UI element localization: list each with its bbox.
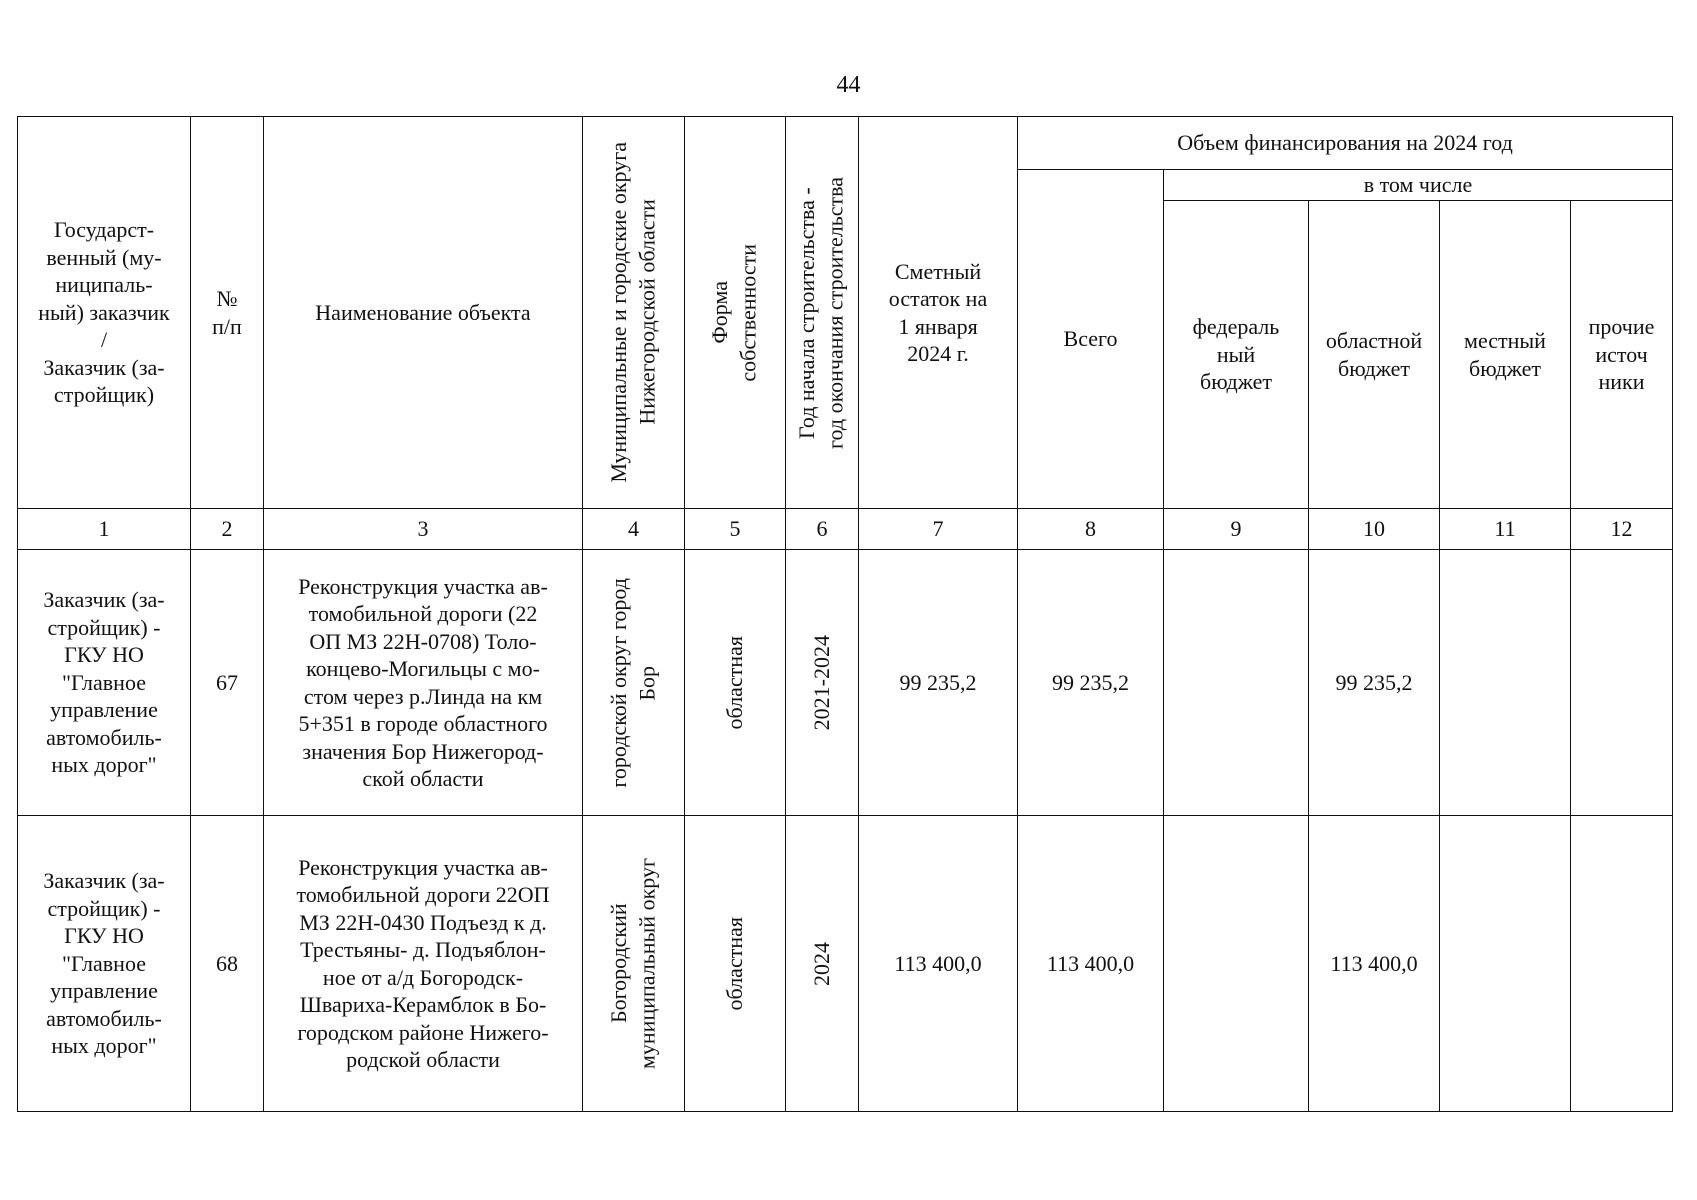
column-number: 1 (18, 509, 191, 550)
row-total: 113 400,0 (1018, 816, 1164, 1112)
row-years: 2021-2024 (786, 550, 859, 816)
header-other: прочие источ ники (1571, 201, 1673, 509)
row-estimate: 99 235,2 (859, 550, 1018, 816)
row-estimate: 113 400,0 (859, 816, 1018, 1112)
column-number: 10 (1309, 509, 1440, 550)
column-number: 3 (264, 509, 583, 550)
column-number: 2 (191, 509, 264, 550)
header-number: № п/п (191, 117, 264, 509)
column-number: 9 (1164, 509, 1309, 550)
page-number: 44 (836, 72, 861, 98)
header-estimate: Сметный остаток на 1 января 2024 г. (859, 117, 1018, 509)
column-number: 8 (1018, 509, 1164, 550)
column-number: 11 (1440, 509, 1571, 550)
row-other (1571, 550, 1673, 816)
row-federal (1164, 550, 1309, 816)
row-other (1571, 816, 1673, 1112)
row-regional: 99 235,2 (1309, 550, 1440, 816)
row-federal (1164, 816, 1309, 1112)
header-districts: Муниципальные и городские округа Нижегородской области (583, 117, 685, 509)
header-local: местный бюджет (1440, 201, 1571, 509)
header-regional: областной бюджет (1309, 201, 1440, 509)
row-number: 68 (191, 816, 264, 1112)
column-number: 5 (685, 509, 786, 550)
header-federal: федераль ный бюджет (1164, 201, 1309, 509)
row-object-name: Реконструкция участка ав- томобильной дороги (22 ОП МЗ 22Н-0708) Толо- концево-Могильцы с мо- стом через р.Линда на км 5+351 в городе областного значения Бор Нижегород- ской области (264, 550, 583, 816)
row-local (1440, 550, 1571, 816)
row-years: 2024 (786, 816, 859, 1112)
column-number: 6 (786, 509, 859, 550)
header-total: Всего (1018, 170, 1164, 509)
header-object-name: Наименование объекта (264, 117, 583, 509)
column-number: 7 (859, 509, 1018, 550)
column-number: 12 (1571, 509, 1673, 550)
row-local (1440, 816, 1571, 1112)
header-customer: Государст- венный (му- ниципаль- ный) заказчик / Заказчик (за- стройщик) (18, 117, 191, 509)
row-total: 99 235,2 (1018, 550, 1164, 816)
table-row (18, 550, 1673, 816)
row-ownership: областная (685, 816, 786, 1112)
header-years: Год начала строительства - год окончания строительства (786, 117, 859, 509)
row-number: 67 (191, 550, 264, 816)
financing-table (17, 116, 1673, 1112)
header-ownership: Форма собственности (685, 117, 786, 509)
column-numbers-row (18, 509, 1673, 550)
header-funding-group: Объем финансирования на 2024 год (1018, 117, 1673, 170)
row-district: Богородский муниципальный округ (583, 816, 685, 1112)
row-district: городской округ город Бор (583, 550, 685, 816)
column-number: 4 (583, 509, 685, 550)
row-customer: Заказчик (за- стройщик) - ГКУ НО "Главное управление автомобиль- ных дорог" (18, 816, 191, 1112)
row-object-name: Реконструкция участка ав- томобильной дороги 22ОП МЗ 22Н-0430 Подъезд к д. Трестьяны- д. Подъяблон- ное от а/д Богородск- Швариха-Керамблок в Бо- городском районе Нижего- родской области (264, 816, 583, 1112)
row-ownership: областная (685, 550, 786, 816)
row-regional: 113 400,0 (1309, 816, 1440, 1112)
row-customer: Заказчик (за- стройщик) - ГКУ НО "Главное управление автомобиль- ных дорог" (18, 550, 191, 816)
header-including: в том числе (1164, 170, 1673, 201)
table-row (18, 816, 1673, 1112)
